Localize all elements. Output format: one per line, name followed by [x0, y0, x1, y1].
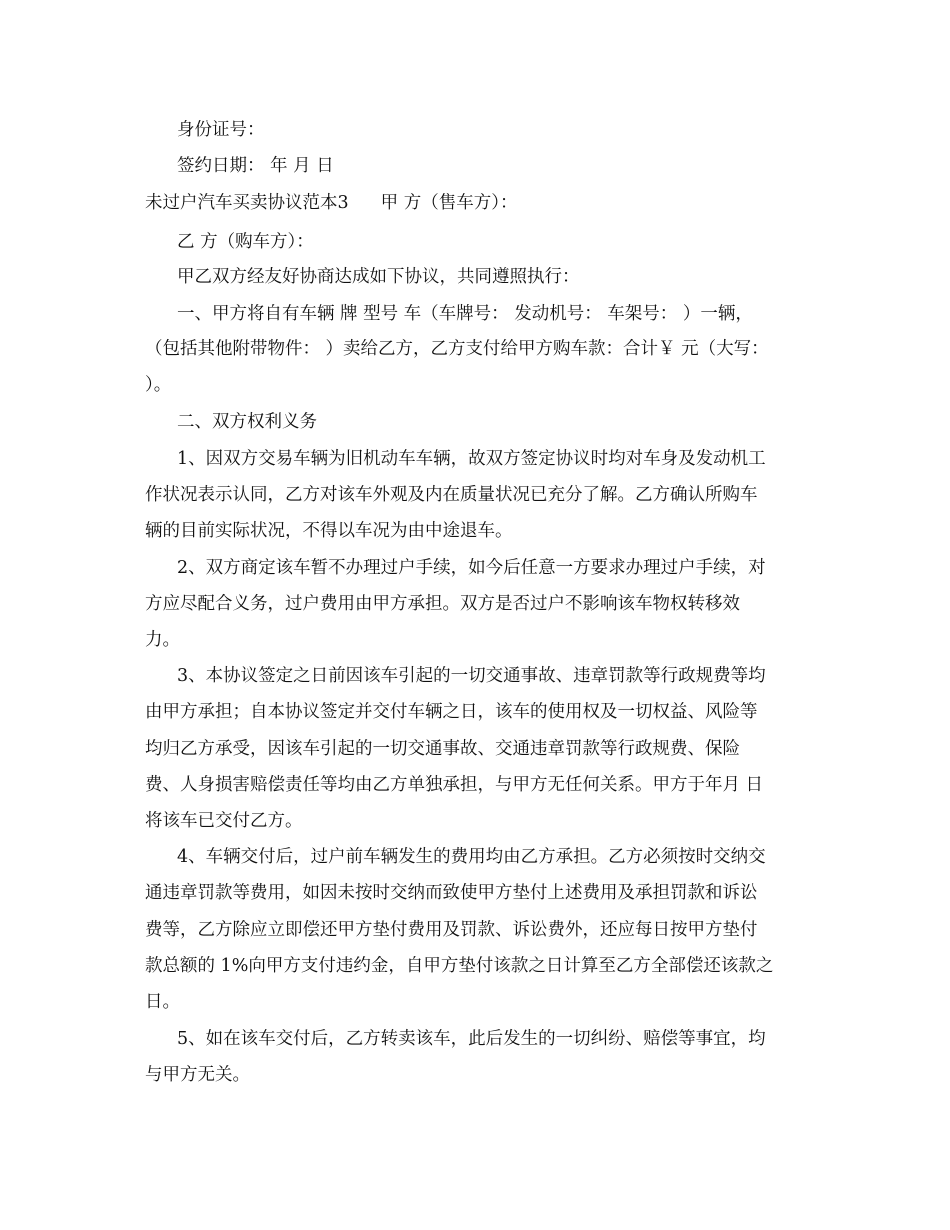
- item2-line-2: 方应尽配合义务，过户费用由甲方承担。双方是否过户不影响该车物权转移效: [145, 594, 740, 614]
- item1-line-2: 作状况表示认同，乙方对该车外观及内在质量状况已充分了解。乙方确认所购车: [145, 485, 758, 505]
- item1-line-1: 1、因双方交易车辆为旧机动车车辆，故双方签定协议时均对车身及发动机工: [177, 449, 766, 469]
- item4-line-4: 款总额的 1%向甲方支付违约金，自甲方垫付该款之日计算至乙方全部偿还该款之: [145, 956, 774, 976]
- section2-heading: 二、双方权利义务: [177, 412, 317, 432]
- item3-line-2: 由甲方承担；自本协议签定并交付车辆之日，该车的使用权及一切权益、风险等: [145, 702, 758, 722]
- party-b-line: 乙 方（购车方）：: [177, 232, 314, 252]
- item3-line-5: 将该车已交付乙方。: [145, 811, 303, 831]
- item2-line-3: 力。: [145, 630, 180, 650]
- clause1-line-1: 一、甲方将自有车辆 牌 型号 车（车牌号： 发动机号： 车架号： ）一辆，: [177, 304, 753, 324]
- item4-line-3: 费等，乙方除应立即偿还甲方垫付费用及罚款、诉讼费外，还应每日按甲方垫付: [145, 920, 758, 940]
- intro-line: 甲乙双方经友好协商达成如下协议，共同遵照执行：: [177, 267, 580, 287]
- item3-line-3: 均归乙方承受，因该车引起的一切交通事故、交通违章罚款等行政规费、保险: [145, 739, 740, 759]
- item4-line-5: 日。: [145, 992, 180, 1012]
- title-line: [145, 191, 517, 215]
- item3-line-4: 费、人身损害赔偿责任等均由乙方单独承担，与甲方无任何关系。甲方于年月 日: [145, 775, 764, 795]
- item5-line-1: 5、如在该车交付后，乙方转卖该车，此后发生的一切纠纷、赔偿等事宜，均: [177, 1029, 766, 1049]
- id-number-line: 身份证号：: [177, 120, 265, 140]
- item4-line-1: 4、车辆交付后，过户前车辆发生的费用均由乙方承担。乙方必须按时交纳交: [177, 847, 766, 867]
- sign-date-line: 签约日期： 年 月 日: [177, 156, 334, 176]
- clause1-line-3: ）。: [145, 375, 172, 395]
- clause1-line-2: （包括其他附带物件： ）卖给乙方，乙方支付给甲方购车款：合计￥ 元（大写：: [145, 339, 769, 359]
- item1-line-3: 辆的目前实际状况，不得以车况为由中途退车。: [145, 521, 513, 541]
- item5-line-2: 与甲方无关。: [145, 1065, 250, 1085]
- document-title: 未过户汽车买卖协议范本3: [145, 193, 349, 213]
- item2-line-1: 2、双方商定该车暂不办理过户手续，如今后任意一方要求办理过户手续，对: [177, 558, 766, 578]
- item3-line-1: 3、本协议签定之日前因该车引起的一切交通事故、违章罚款等行政规费等均: [177, 666, 766, 686]
- item4-line-2: 通违章罚款等费用，如因未按时交纳而致使甲方垫付上述费用及承担罚款和诉讼: [145, 883, 758, 903]
- party-a-label: 甲 方（售车方）：: [380, 193, 518, 213]
